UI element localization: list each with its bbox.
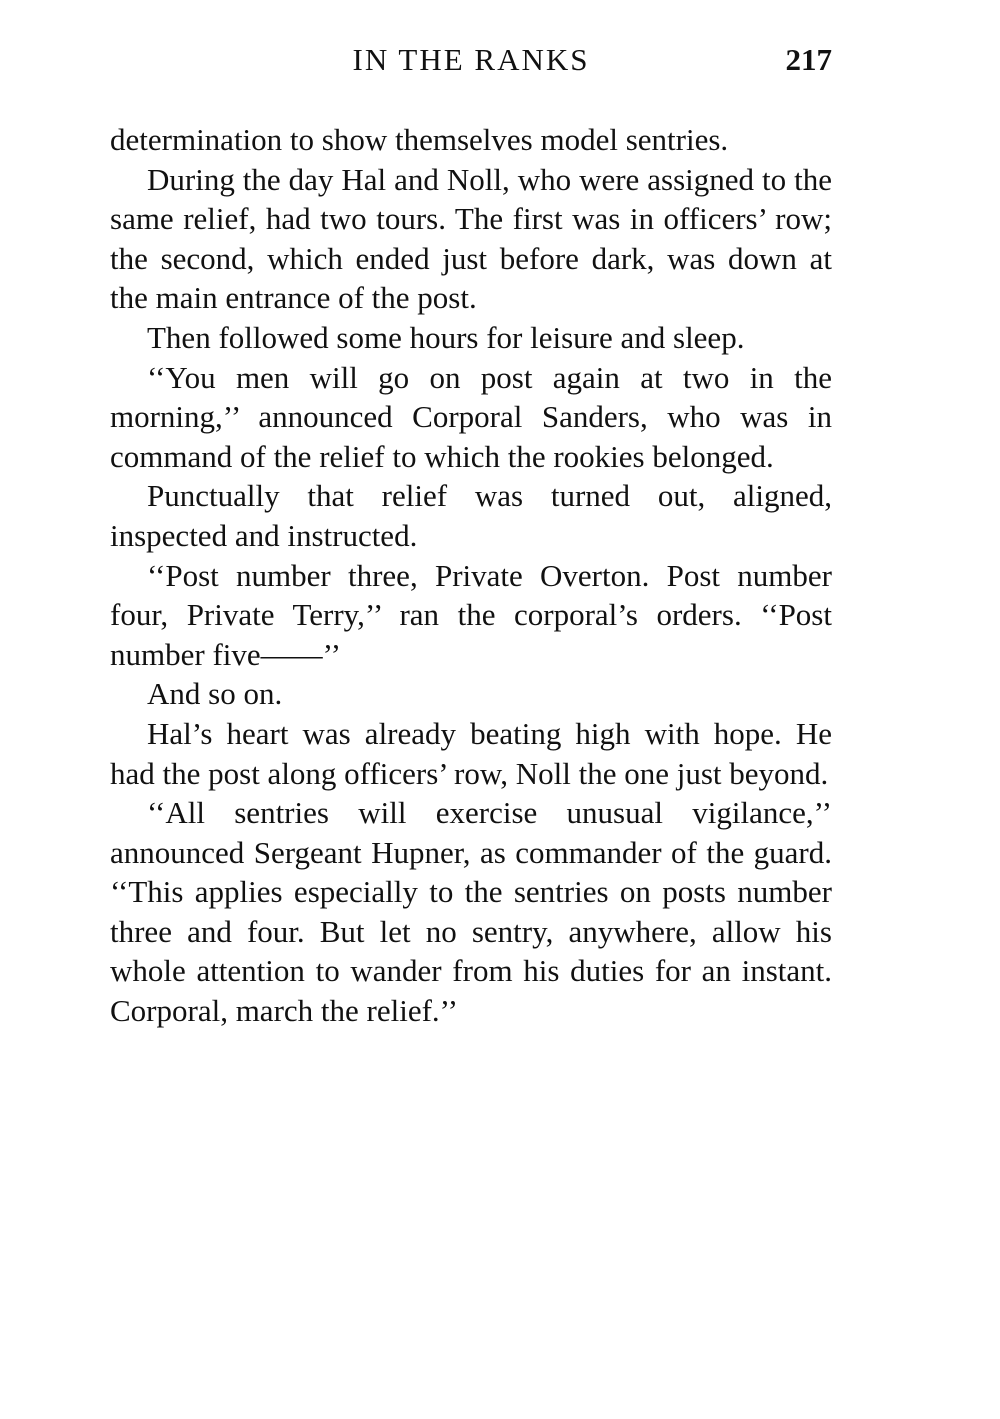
page-header xyxy=(110,38,832,82)
paragraph: During the day Hal and Noll, who were assigned to the same relief, had two tours. The first was in officers’ row; the second, which ended just before dark, was down at the main entrance of the post. xyxy=(110,161,832,316)
paragraph: ‘‘All sentries will exercise unusual vigilance,’’ announced Sergeant Hupner, as commander of the guard. ‘‘This applies especially to the sentries on posts number three and four. But let no sentry, anywhere, allow his whole attention to wander from his duties for an instant. Corporal, march the relief.’’ xyxy=(110,795,832,1029)
paragraph: ‘‘Post number three, Private Overton. Post number four, Private Terry,’’ ran the corporal’s orders. ‘‘Post number five——’’ xyxy=(110,557,832,672)
running-head: IN THE RANKS xyxy=(352,42,590,77)
paragraph: ‘‘You men will go on post again at two in the morning,’’ announced Corporal Sanders, who was in command of the relief to which the rookies belonged. xyxy=(110,359,832,474)
paragraph: Then followed some hours for leisure and sleep. xyxy=(147,319,745,355)
page-number: 217 xyxy=(785,42,832,77)
paragraph: Punctually that relief was turned out, aligned, inspected and instructed. xyxy=(110,478,832,553)
paragraph: And so on. xyxy=(147,676,283,712)
paragraph: determination to show themselves model sentries. xyxy=(110,122,729,157)
paragraph: Hal’s heart was already beating high with hope. He had the post along officers’ row, Noll the one just beyond. xyxy=(110,715,832,791)
body-text xyxy=(110,120,832,1031)
